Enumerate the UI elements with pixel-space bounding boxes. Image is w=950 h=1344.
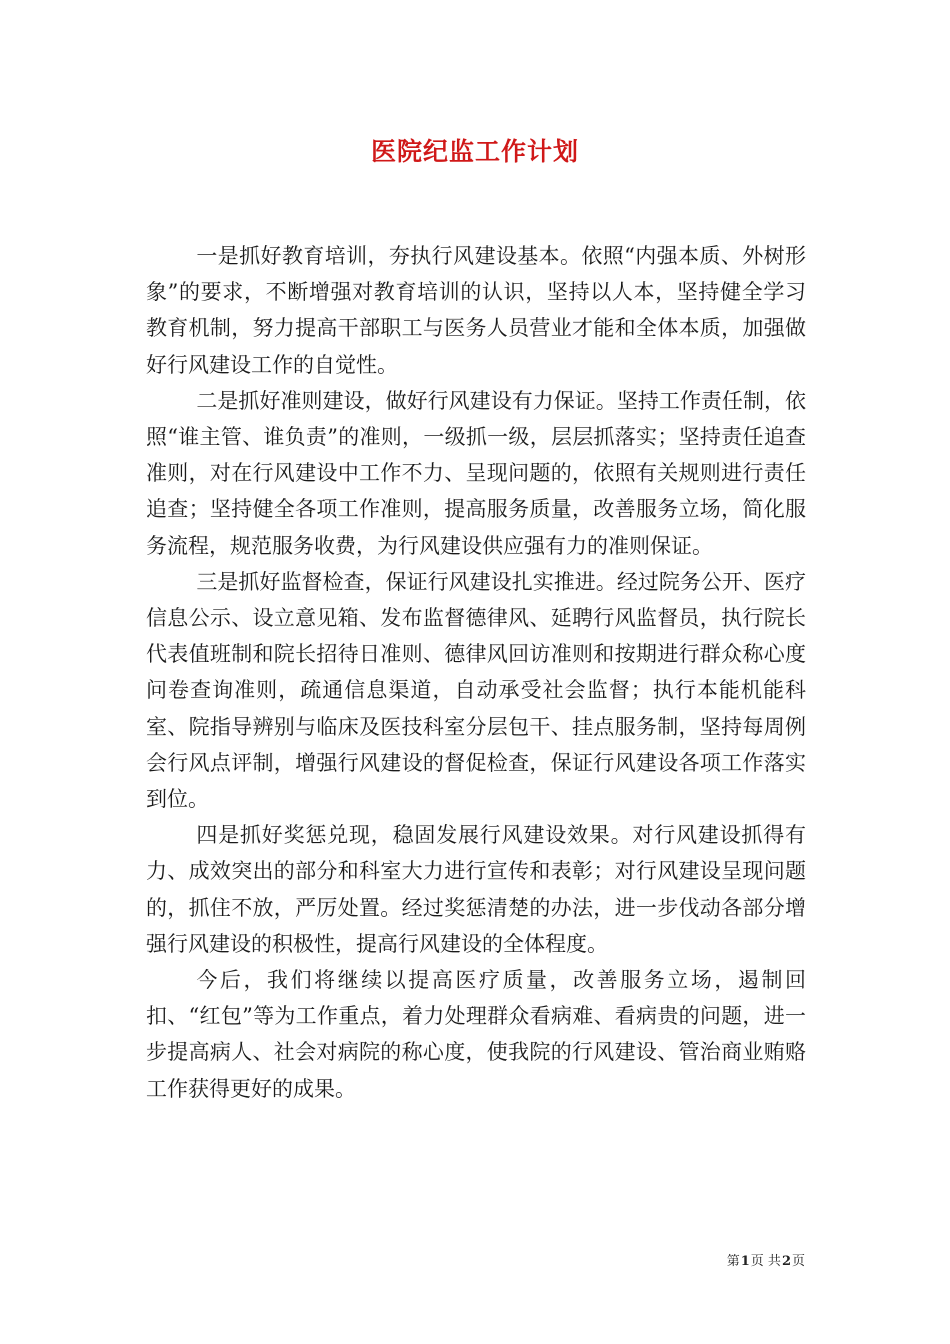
paragraph-5: 今后，我们将继续以提高医疗质量，改善服务立场，遏制回扣、“红包”等为工作重点，着力处理群众看病难、看病贵的问题，进一步提高病人、社会对病院的称心度，使我院的行风建设、管治商业贿赂工作获得更好的成果。 <box>146 968 806 1101</box>
footer-current-page: 1 <box>740 1254 750 1269</box>
footer-suffix: 页 <box>791 1254 805 1269</box>
document-title: 医院纪监工作计划 <box>370 137 579 166</box>
paragraph-2: 二是抓好准则建设，做好行风建设有力保证。坚持工作责任制，依照“谁主管、谁负责”的准则，一级抓一级，层层抓落实；坚持责任追查准则，对在行风建设中工作不力、呈现问题的，依照有关规则进行责任追查；坚持健全各项工作准则，提高服务质量，改善服务立场，简化服务流程，规范服务收费，为行风建设供应强有力的准则保证。 <box>146 388 806 558</box>
footer-prefix: 第 <box>726 1254 740 1269</box>
document-body <box>146 238 806 1107</box>
paragraph-1: 一是抓好教育培训，夯执行风建设基本。依照“内强本质、外树形象”的要求，不断增强对教育培训的认识，坚持以人本，坚持健全学习教育机制，努力提高干部职工与医务人员营业才能和全体本质，加强做好行风建设工作的自觉性。 <box>146 244 806 377</box>
paragraph-3: 三是抓好监督检查，保证行风建设扎实推进。经过院务公开、医疗信息公示、设立意见箱、发布监督德律风、延聘行风监督员，执行院长代表值班制和院长招待日准则、德律风回访准则和按期进行群众称心度问卷查询准则，疏通信息渠道，自动承受社会监督；执行本能机能科室、院指导辨别与临床及医技科室分层包干、挂点服务制，坚持每周例会行风点评制，增强行风建设的督促检查，保证行风建设各项工作落实到位。 <box>146 569 806 812</box>
footer-total-pages: 2 <box>781 1254 791 1269</box>
footer-middle: 页 共 <box>750 1254 781 1269</box>
page-number-footer <box>727 1250 805 1269</box>
paragraph-4: 四是抓好奖惩兑现，稳固发展行风建设效果。对行风建设抓得有力、成效突出的部分和科室大力进行宣传和表彰；对行风建设呈现问题的，抓住不放，严厉处置。经过奖惩清楚的办法，进一步伐动各部分增强行风建设的积极性，提高行风建设的全体程度。 <box>146 823 806 956</box>
